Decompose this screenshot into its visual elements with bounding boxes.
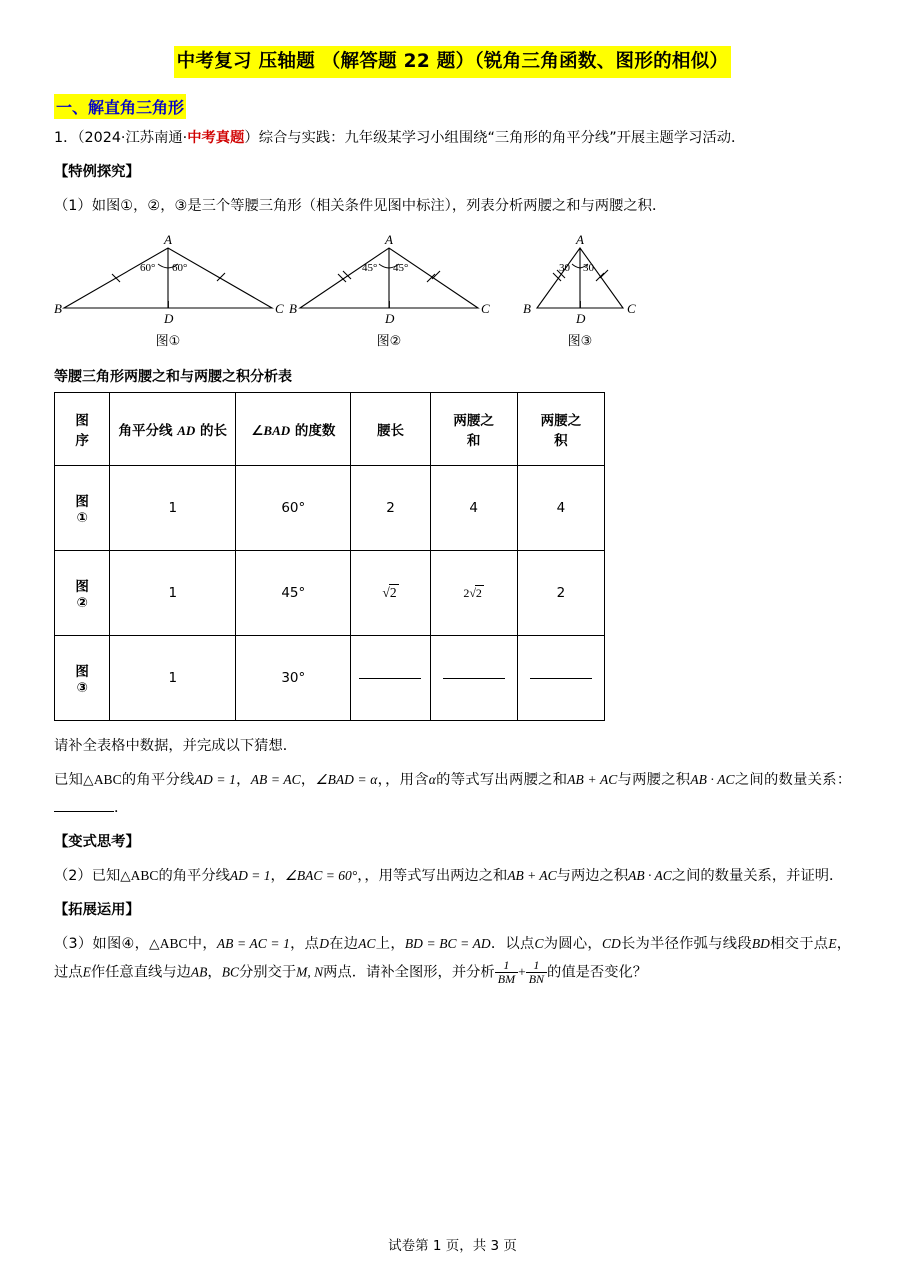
- table-row-index: [55, 466, 110, 551]
- part-3-mid2: ，点: [289, 935, 320, 952]
- table-header-product: [517, 393, 604, 466]
- question-1-stem: [54, 125, 851, 153]
- table-header-angle-pre: ∠: [251, 423, 264, 440]
- part-1-label: （1）如图①，②，③是三个等腰三角形（相关条件见图中标注），列表分析两腰之和与两腰之积．: [54, 197, 667, 214]
- table-header-ad-symbol: AD: [177, 423, 196, 439]
- svg-text:A: A: [576, 232, 584, 248]
- conjecture-text: 已知△ABC的角平分线AD = 1，AB = AC，∠BAD = α，，用含α的等式写出两腰之和AB + AC与两腰之积AB · AC之间的数量关系：．: [54, 772, 852, 817]
- svg-text:A: A: [164, 232, 172, 248]
- math-points-mn: M, N: [296, 964, 324, 980]
- part-3-mid6: 为圆心，: [543, 935, 602, 952]
- math-bd-bc-ad: BD = BC = AD: [404, 935, 491, 951]
- tag-extension-label: 【拓展运用】: [54, 901, 140, 918]
- page-title: 中考复习 压轴题 （解答题 22 题）（锐角三角函数、图形的相似）: [174, 46, 732, 78]
- fraction-numerator: 1: [495, 959, 518, 973]
- svg-text:D: D: [576, 311, 586, 327]
- part-2-text: （2）已知△ABC的角平分线AD = 1，∠BAC = 60°，，用等式写出两边之和AB + AC与两边之积AB · AC之间的数量关系，并证明．: [54, 867, 844, 884]
- question-source: 2024·江苏南通·: [84, 129, 188, 146]
- svg-text:45°: 45°: [362, 262, 378, 275]
- table-header-product-line1: 两腰之: [540, 413, 582, 430]
- conjecture-product-label: 与两腰之积: [617, 772, 691, 789]
- part-3-mid3: 在边: [328, 935, 359, 952]
- cell-ad-length: 1: [110, 636, 236, 721]
- cell-product: 2: [517, 551, 604, 636]
- table-row-index: [55, 551, 110, 636]
- blank-underline: [443, 677, 505, 679]
- part-1-text: [54, 193, 851, 221]
- table-header-row: [55, 393, 605, 466]
- answer-blank: [54, 798, 114, 812]
- table-header-angle-symbol: BAD: [263, 423, 291, 439]
- figure-3-caption: 图③: [567, 334, 593, 350]
- svg-text:D: D: [385, 311, 395, 327]
- math-triangle-abc-3: △ABC: [149, 935, 188, 951]
- cell-leg: 2: [351, 466, 430, 551]
- part-3-mid11: 作任意直线与边: [90, 964, 191, 981]
- conjecture-with: ，用含: [385, 772, 429, 789]
- part-2-sum-label: ，用等式写出两边之和: [364, 867, 508, 884]
- table-header-ad-pre: 角平分线: [118, 423, 178, 440]
- conjecture-bisector: 的角平分线: [121, 772, 195, 789]
- math-point-c: C: [534, 935, 544, 951]
- table-header-ad-length: [110, 393, 236, 466]
- conjecture-sum-label: 的等式写出两腰之和: [435, 772, 568, 789]
- two-sqrt-2: 2√2: [463, 586, 482, 601]
- tag-special-case: [54, 159, 851, 187]
- part-3-text: [54, 931, 851, 987]
- math-ab-plus-ac: AB + AC: [567, 772, 618, 788]
- row-index-line1: 图: [75, 579, 89, 596]
- table-header-angle-bad: [236, 393, 351, 466]
- cell-angle: 60°: [236, 466, 351, 551]
- question-number: 1．（: [54, 129, 85, 146]
- math-triangle-abc-2: △ABC: [120, 867, 159, 883]
- cell-ad-length: 1: [110, 466, 236, 551]
- svg-text:B: B: [54, 301, 62, 317]
- figure-2-caption: 图②: [376, 334, 402, 350]
- tag-extension: [54, 897, 851, 925]
- svg-text:A: A: [385, 232, 393, 248]
- part-3-mid1: 中，: [187, 935, 217, 952]
- math-point-e-2: E: [82, 964, 91, 980]
- part-2-suffix: 之间的数量关系，并证明．: [671, 867, 844, 884]
- cell-product: 4: [517, 466, 604, 551]
- table-row: [55, 466, 605, 551]
- part-3-mid13: 分别交于: [238, 964, 297, 981]
- math-ab-ac-1: AB = AC = 1: [216, 935, 290, 951]
- title-row: [54, 46, 851, 78]
- part-2-bisector: 的角平分线: [158, 867, 230, 884]
- cell-ad-length: 1: [110, 551, 236, 636]
- cell-sum-blank: [430, 636, 517, 721]
- section-heading-label: 一、解直角三角形: [54, 94, 186, 119]
- table-header-index: [55, 393, 110, 466]
- conjecture-period: ．: [114, 800, 129, 817]
- sqrt-2: √2: [382, 585, 397, 601]
- fraction-1-over-bm: [495, 959, 518, 986]
- conjecture-known: 已知: [54, 772, 84, 789]
- part-3-mid12: ，: [207, 964, 222, 981]
- svg-text:60°: 60°: [172, 262, 188, 275]
- row-index-line1: 图: [75, 664, 89, 681]
- question-source-tag: 中考真题: [187, 129, 245, 146]
- svg-text:C: C: [627, 301, 636, 317]
- cell-sum: [430, 551, 517, 636]
- after-table-instruction: [54, 733, 851, 761]
- math-seg-ab: AB: [190, 964, 208, 980]
- blank-underline: [359, 677, 421, 679]
- table-header-leg: 腰长: [351, 393, 430, 466]
- math-alpha: α: [428, 772, 436, 788]
- table-header-ad-post: 的长: [195, 423, 227, 440]
- section-heading: [54, 94, 851, 119]
- math-bd: BD: [751, 935, 770, 951]
- cell-leg: [351, 551, 430, 636]
- part-3-mid8: 线段: [722, 935, 752, 952]
- svg-text:B: B: [523, 301, 531, 317]
- math-angle-bac-60: ∠BAC = 60°: [284, 867, 358, 883]
- after-table-instruction-text: 请补全表格中数据，并完成以下猜想．: [54, 738, 298, 755]
- math-seg-bc: BC: [221, 964, 239, 980]
- tag-variant-thinking-label: 【变式思考】: [54, 834, 140, 850]
- fraction-denominator: BN: [528, 971, 545, 986]
- math-point-d: D: [319, 935, 329, 951]
- figure-group: [54, 230, 851, 352]
- table-header-product-line2: 积: [554, 433, 568, 450]
- figure-3: [501, 230, 661, 330]
- cell-angle: 45°: [236, 551, 351, 636]
- math-ad-eq-1: AD = 1: [194, 772, 236, 788]
- math-plus: +: [518, 964, 526, 980]
- figure-2: [286, 230, 501, 330]
- fraction-numerator: 1: [526, 959, 547, 973]
- cell-leg-blank: [351, 636, 430, 721]
- math-seg-ac: AC: [358, 935, 376, 951]
- part-3-mid5: ．以点: [490, 935, 535, 952]
- part-3-mid9: 相交于点: [769, 935, 829, 952]
- part-3-mid4: 上，: [375, 935, 405, 952]
- part-3-mid7: 长为半径作弧与: [620, 935, 723, 952]
- figure-1-caption: 图①: [155, 334, 181, 350]
- page-footer: 试卷第 1 页，共 3 页: [388, 1238, 517, 1254]
- math-ad-eq-1-2: AD = 1: [229, 867, 271, 883]
- question-stem-text: ）综合与实践：九年级某学习小组围绕“三角形的角平分线”开展主题学习活动．: [244, 129, 746, 146]
- fraction-1-over-bn: [526, 959, 547, 986]
- svg-text:C: C: [481, 301, 490, 317]
- part-2-product-label: 与两边之积: [556, 867, 629, 884]
- row-index-line1: 图: [75, 494, 89, 511]
- cell-sum: 4: [430, 466, 517, 551]
- math-ab-eq-ac: AB = AC: [250, 772, 301, 788]
- svg-text:30: 30: [583, 262, 594, 275]
- fraction-denominator: BM: [497, 971, 516, 986]
- part-2-prefix: （2）已知: [54, 867, 121, 884]
- math-angle-bad-alpha: ∠BAD = α: [315, 772, 378, 788]
- cell-product-blank: [517, 636, 604, 721]
- row-index-line2: ②: [76, 595, 88, 612]
- part-3-mid14: 两点．请补全图形，并分析: [323, 964, 495, 981]
- table-caption: 等腰三角形两腰之和与两腰之积分析表: [54, 369, 292, 386]
- tag-special-case-label: 【特例探究】: [54, 163, 140, 180]
- svg-text:D: D: [164, 311, 174, 327]
- table-row: [55, 636, 605, 721]
- part-3-mid15: 的值: [547, 964, 576, 981]
- math-ab-times-ac: AB · AC: [690, 772, 735, 788]
- math-triangle-abc: △ABC: [83, 772, 122, 788]
- svg-text:30: 30: [559, 262, 570, 275]
- math-ab-times-ac-2: AB · AC: [628, 867, 672, 883]
- math-cd: CD: [601, 935, 621, 951]
- table-header-sum: [430, 393, 517, 466]
- row-index-line2: ③: [76, 680, 88, 697]
- table-row: [55, 551, 605, 636]
- svg-text:60°: 60°: [140, 262, 156, 275]
- blank-underline: [530, 677, 592, 679]
- analysis-table: [54, 392, 605, 721]
- table-header-angle-post: 的度数: [290, 423, 336, 440]
- conjecture-relation: 之间的数量关系：: [734, 772, 852, 789]
- table-header-index-line1: 图: [75, 413, 89, 430]
- math-point-e: E: [828, 935, 837, 951]
- table-row-index: [55, 636, 110, 721]
- row-index-line2: ①: [76, 510, 88, 527]
- svg-text:45°: 45°: [393, 262, 409, 275]
- figure-1: [54, 230, 284, 330]
- svg-text:C: C: [275, 301, 284, 317]
- part-3-prefix: （3）如图④，: [54, 935, 150, 952]
- table-header-sum-line2: 和: [466, 433, 481, 450]
- part-3-mid10: ，过点: [54, 935, 852, 981]
- table-header-index-line2: 序: [75, 433, 89, 450]
- math-ab-plus-ac-2: AB + AC: [507, 867, 557, 883]
- part-3-end: 是否变化？: [575, 964, 648, 981]
- tag-variant-thinking: [54, 829, 851, 857]
- svg-text:B: B: [289, 301, 297, 317]
- table-header-sum-line1: 两腰之: [453, 413, 494, 430]
- cell-angle: 30°: [236, 636, 351, 721]
